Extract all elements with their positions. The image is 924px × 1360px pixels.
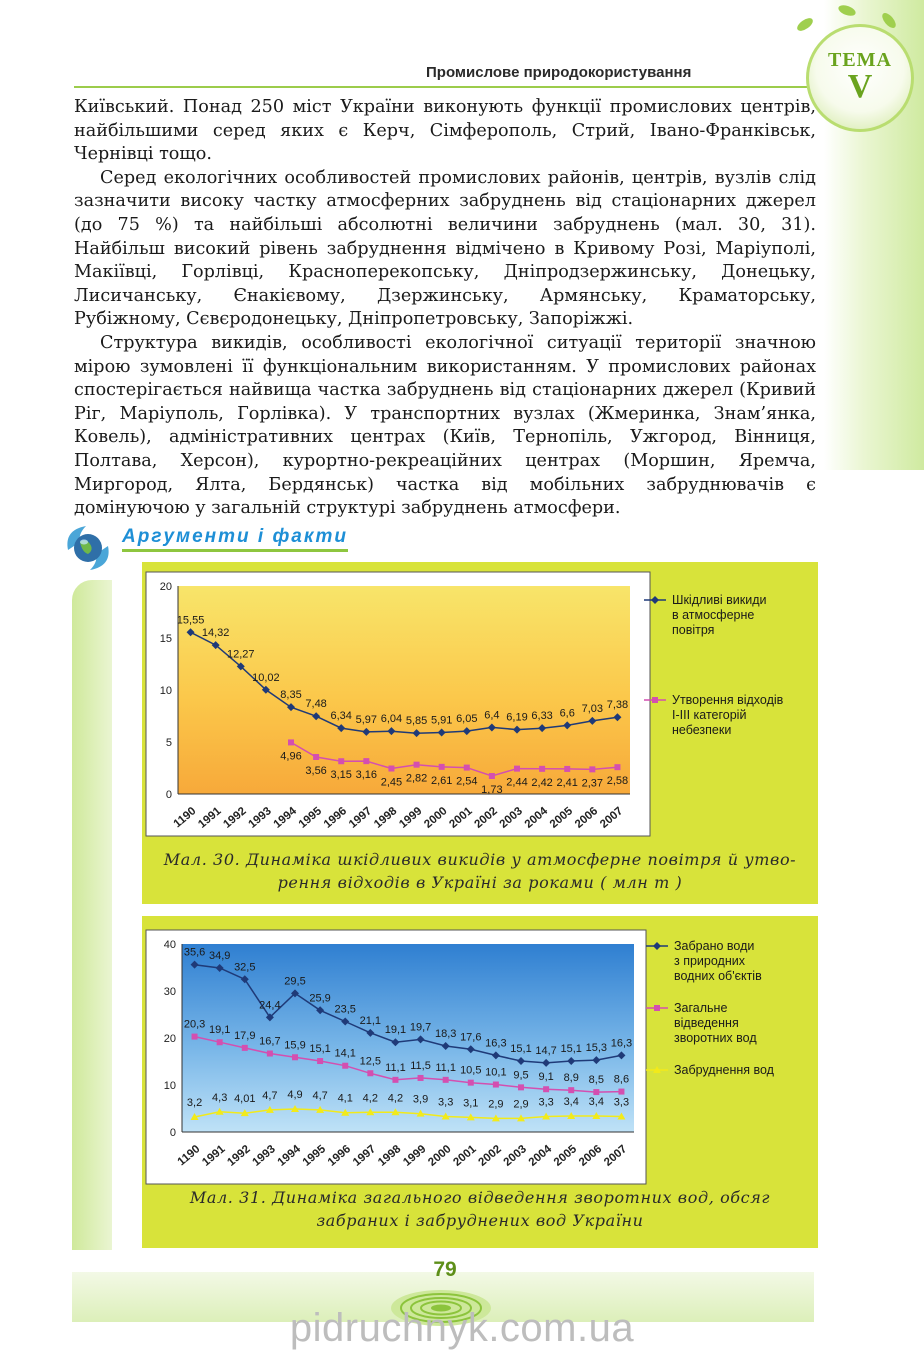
data-label: 3,3: [538, 1096, 554, 1109]
data-label: 6,19: [506, 711, 528, 724]
data-label: 2,45: [380, 776, 403, 789]
x-tick-label: 2007: [602, 1143, 630, 1169]
x-tick-label: 2001: [447, 805, 475, 831]
x-tick-label: 1993: [246, 805, 274, 831]
data-label: 4,9: [287, 1088, 303, 1101]
x-tick-label: 1995: [296, 805, 325, 831]
data-label: 16,3: [610, 1037, 633, 1050]
data-label: 4,3: [212, 1091, 228, 1104]
x-tick-label: 1993: [250, 1143, 278, 1169]
x-tick-label: 2003: [501, 1143, 529, 1169]
x-tick-label: 1991: [200, 1143, 228, 1169]
data-label: 21,1: [359, 1014, 382, 1027]
data-point: [589, 766, 595, 772]
data-point: [564, 766, 570, 772]
data-label: 11,1: [435, 1061, 456, 1074]
paragraph: Київський. Понад 250 міст України виконують функції промислових центрів, найбільшими серед яких є Керч, Сімферополь, Стрий, Івано-Франківськ, Чернівці тощо.: [74, 97, 816, 165]
data-label: 19,7: [409, 1021, 432, 1034]
data-label: 6,6: [559, 707, 575, 720]
data-point: [317, 1058, 323, 1064]
x-tick-label: 2005: [551, 1143, 580, 1169]
data-point: [367, 1070, 373, 1076]
data-label: 6,05: [456, 713, 478, 726]
data-label: 8,6: [613, 1073, 630, 1086]
data-label: 7,48: [305, 698, 327, 711]
data-label: 10,02: [252, 671, 280, 684]
data-label: 2,9: [488, 1098, 504, 1111]
decorative-left-stripe: [72, 580, 112, 1250]
data-label: 8,5: [588, 1074, 604, 1087]
data-point: [568, 1087, 574, 1093]
caption-line: рення відходів в Україні за роками ( млн т ): [277, 873, 683, 892]
data-label: 2,9: [513, 1098, 529, 1111]
data-label: 9,1: [538, 1071, 554, 1084]
figure-30-panel: [142, 562, 818, 904]
data-label: 4,1: [337, 1092, 353, 1105]
leaf-icon: [795, 16, 815, 34]
data-label: 25,9: [309, 992, 331, 1005]
y-tick-label: 5: [165, 737, 172, 749]
x-tick-label: 1995: [300, 1143, 329, 1169]
data-label: 5,85: [405, 715, 428, 728]
data-label: 16,7: [259, 1035, 281, 1048]
data-label: 3,3: [438, 1096, 454, 1109]
y-tick-label: 20: [163, 1033, 176, 1045]
data-label: 17,9: [234, 1029, 256, 1042]
data-label: 11,1: [385, 1061, 406, 1074]
figure-30-caption: [152, 848, 808, 894]
x-tick-label: 2006: [576, 1143, 605, 1169]
data-label: 15,9: [284, 1039, 306, 1052]
x-tick-label: 2001: [451, 1143, 479, 1169]
watermark: pidruchnyk.com.ua: [289, 1306, 635, 1350]
legend-label: водних об'єктів: [674, 969, 762, 983]
data-point: [267, 1051, 273, 1057]
x-tick-label: 2003: [497, 805, 525, 831]
data-label: 2,37: [581, 777, 604, 790]
data-label: 10,1: [485, 1066, 507, 1079]
data-point: [338, 758, 344, 764]
topic-word: ТЕМА: [828, 49, 892, 71]
data-label: 5,97: [355, 713, 378, 726]
data-label: 6,4: [484, 709, 500, 722]
data-point: [388, 766, 394, 772]
data-point: [493, 1082, 499, 1088]
x-tick-label: 1991: [196, 805, 224, 831]
data-point: [217, 1039, 223, 1045]
data-point: [242, 1045, 248, 1051]
data-label: 4,01: [234, 1093, 256, 1106]
data-point: [489, 773, 495, 779]
x-tick-label: 1998: [376, 1143, 404, 1169]
legend-label: зворотних вод: [674, 1031, 757, 1045]
data-point: [418, 1075, 424, 1081]
plot-area: [178, 586, 630, 797]
x-tick-label: 2004: [522, 805, 551, 831]
data-label: 15,55: [176, 614, 205, 627]
data-label: 15,1: [510, 1043, 532, 1056]
legend-label: в атмосферне: [672, 608, 755, 622]
legend-label: Забрано води: [674, 939, 755, 953]
x-tick-label: 1992: [225, 1143, 253, 1169]
legend-label: I-III категорій: [672, 708, 747, 722]
data-label: 2,41: [556, 776, 578, 789]
data-label: 5,91: [430, 714, 453, 727]
y-tick-label: 30: [163, 986, 176, 998]
legend-label: Утворення відходів: [672, 693, 784, 707]
x-tick-label: 1190: [171, 805, 199, 831]
data-label: 4,7: [262, 1089, 278, 1102]
data-label: 15,1: [560, 1043, 582, 1056]
figure-30-chart: [142, 562, 818, 842]
y-tick-label: 10: [163, 1080, 176, 1092]
data-point: [443, 1077, 449, 1083]
data-label: 15,3: [585, 1042, 608, 1055]
data-label: 4,2: [362, 1092, 378, 1105]
data-label: 14,32: [201, 627, 230, 640]
x-tick-label: 1998: [372, 805, 400, 831]
data-point: [539, 766, 545, 772]
data-label: 24,4: [259, 999, 281, 1012]
section-title: Аргументи і факти: [122, 526, 348, 552]
data-label: 23,5: [334, 1003, 356, 1016]
y-tick-label: 10: [159, 685, 172, 697]
x-tick-label: 2002: [476, 1143, 504, 1169]
data-label: 32,5: [234, 961, 256, 974]
data-label: 3,15: [330, 769, 352, 782]
data-point: [288, 739, 294, 745]
page-number: 79: [433, 1258, 457, 1281]
data-label: 6,34: [330, 710, 352, 723]
y-tick-label: 20: [159, 581, 172, 593]
data-label: 1,73: [481, 784, 503, 797]
globe-icon: [60, 520, 116, 576]
data-point: [439, 764, 445, 770]
data-point: [192, 1034, 198, 1040]
x-tick-label: 2000: [426, 1143, 454, 1169]
topic-number: V: [847, 68, 873, 105]
data-label: 4,2: [387, 1092, 404, 1105]
x-tick-label: 2000: [422, 805, 450, 831]
x-tick-label: 1994: [275, 1143, 303, 1169]
data-label: 12,27: [227, 648, 255, 661]
legend-marker: [651, 596, 659, 604]
data-label: 19,1: [208, 1024, 231, 1037]
x-tick-label: 2006: [572, 805, 601, 831]
legend-label: з природних: [674, 954, 745, 968]
data-label: 14,1: [334, 1047, 356, 1060]
data-label: 2,58: [606, 775, 629, 788]
data-label: 15,1: [309, 1043, 331, 1056]
data-label: 6,33: [531, 710, 553, 723]
data-label: 2,44: [506, 776, 528, 789]
data-label: 7,03: [581, 702, 604, 715]
data-point: [292, 1054, 298, 1060]
y-tick-label: 40: [163, 939, 176, 951]
data-point: [363, 758, 369, 764]
x-tick-label: 1996: [325, 1143, 354, 1169]
paragraph: Серед екологічних особливостей промислових районів, центрів, вузлів слід зазначити високу частку атмосферних забруднень від стаціонарних джерел (до 75 %) та найбільші абсолютні величини забруднень (мал. 30, 31). Найбільш високий рівень забруднення відмічено в Кривому Розі, Маріуполі, Макіївці, Горлівці, Красноперекопську, Дніпродзержинську, Донецьку, Лисичанську, Єнакієвому, Дзержинську, Армянську, Краматорську, Рубіжному, Сєвєродонецьку, Дніпропетровську, Запоріжжі.: [74, 167, 816, 330]
legend-marker: [652, 697, 658, 703]
data-label: 3,56: [305, 764, 327, 777]
caption-line: забраних і забруднених вод України: [316, 1211, 644, 1230]
header-rule: [74, 86, 814, 88]
data-label: 20,3: [183, 1018, 206, 1031]
figure-31-panel: [142, 916, 818, 1248]
data-label: 17,6: [460, 1031, 482, 1044]
data-point: [614, 764, 620, 770]
paragraph: Структура викидів, особливості екологічної ситуації території значною мірою зумовлені її функціональним використанням. У промислових районах спостерігається найвища частка забруднень від стаціонарних джерел (Кривий Ріг, Маріуполь, Горлівка). У транспортних вузлах (Жмеринка, Знам’янка, Ковель), адміністративних центрах (Київ, Тернопіль, Ужгород, Вінниця, Полтава, Херсон), курортно-рекреаційних центрах (Моршин, Яремча, Миргород, Ялта, Бердянськ) частка від мобільних забруднювачів є домінуючою у загальній структурі забруднень атмосфери.: [74, 332, 816, 519]
data-label: 3,4: [563, 1096, 579, 1109]
x-tick-label: 2005: [547, 805, 576, 831]
data-label: 34,9: [208, 949, 231, 962]
legend-label: Загальне: [674, 1001, 728, 1015]
data-label: 35,6: [183, 946, 206, 959]
data-point: [313, 754, 319, 760]
data-point: [468, 1080, 474, 1086]
caption-line: Мал. 30. Динаміка шкідливих викидів у атмосферне повітря й утво-: [163, 850, 797, 869]
legend-label: небезпеки: [672, 723, 732, 737]
data-label: 3,16: [355, 769, 378, 782]
data-label: 3,9: [412, 1093, 429, 1106]
data-label: 2,54: [456, 775, 478, 788]
data-label: 29,5: [284, 975, 306, 988]
data-label: 4,96: [280, 750, 302, 763]
data-point: [514, 766, 520, 772]
x-tick-label: 1999: [397, 805, 425, 831]
data-label: 19,1: [384, 1024, 407, 1037]
x-tick-label: 1992: [221, 805, 249, 831]
data-point: [342, 1063, 348, 1069]
caption-line: Мал. 31. Динаміка загального відведення зворотних вод, обсяг: [189, 1188, 771, 1207]
y-tick-label: 15: [159, 633, 172, 645]
legend-label: повітря: [672, 623, 715, 637]
figure-31-caption: [152, 1186, 808, 1232]
data-label: 3,4: [588, 1096, 604, 1109]
x-tick-label: 1996: [321, 805, 350, 831]
legend-label: Шкідливі викиди: [672, 593, 767, 607]
legend-label: Забруднення вод: [674, 1063, 774, 1077]
data-point: [464, 765, 470, 771]
data-point: [392, 1077, 398, 1083]
running-header: Промислове природокористування: [426, 64, 692, 81]
x-tick-label: 1994: [271, 805, 299, 831]
data-label: 10,5: [460, 1064, 482, 1077]
x-tick-label: 1997: [350, 1143, 379, 1169]
data-label: 12,5: [359, 1055, 382, 1068]
x-tick-label: 1999: [401, 1143, 429, 1169]
data-label: 4,7: [312, 1089, 328, 1102]
data-label: 8,9: [563, 1072, 579, 1085]
data-label: 8,35: [280, 689, 302, 702]
topic-badge: [806, 24, 914, 132]
data-label: 11,5: [410, 1059, 431, 1072]
data-label: 6,04: [380, 713, 403, 726]
x-tick-label: 2004: [526, 1143, 555, 1169]
data-label: 9,5: [513, 1069, 529, 1082]
data-label: 3,1: [463, 1097, 479, 1110]
legend-label: відведення: [674, 1016, 739, 1030]
data-label: 18,3: [434, 1027, 457, 1040]
x-tick-label: 2007: [598, 805, 626, 831]
data-point: [414, 762, 420, 768]
data-point: [593, 1089, 599, 1095]
y-tick-label: 0: [169, 1127, 176, 1139]
data-point: [518, 1084, 524, 1090]
y-tick-label: 0: [165, 789, 172, 801]
x-tick-label: 1190: [175, 1143, 203, 1169]
data-label: 3,2: [186, 1096, 203, 1109]
data-label: 2,42: [531, 776, 553, 789]
x-tick-label: 2002: [472, 805, 500, 831]
data-label: 16,3: [485, 1037, 507, 1050]
data-label: 14,7: [535, 1044, 557, 1057]
figure-31-chart: [142, 916, 818, 1186]
data-label: 2,82: [405, 772, 428, 785]
body-text: [74, 96, 816, 521]
data-label: 3,3: [613, 1096, 630, 1109]
data-point: [618, 1089, 624, 1095]
data-label: 2,61: [430, 774, 453, 787]
data-point: [543, 1086, 549, 1092]
legend-marker: [653, 942, 661, 950]
data-label: 7,38: [606, 699, 629, 712]
legend-marker: [654, 1005, 660, 1011]
x-tick-label: 1997: [346, 805, 375, 831]
